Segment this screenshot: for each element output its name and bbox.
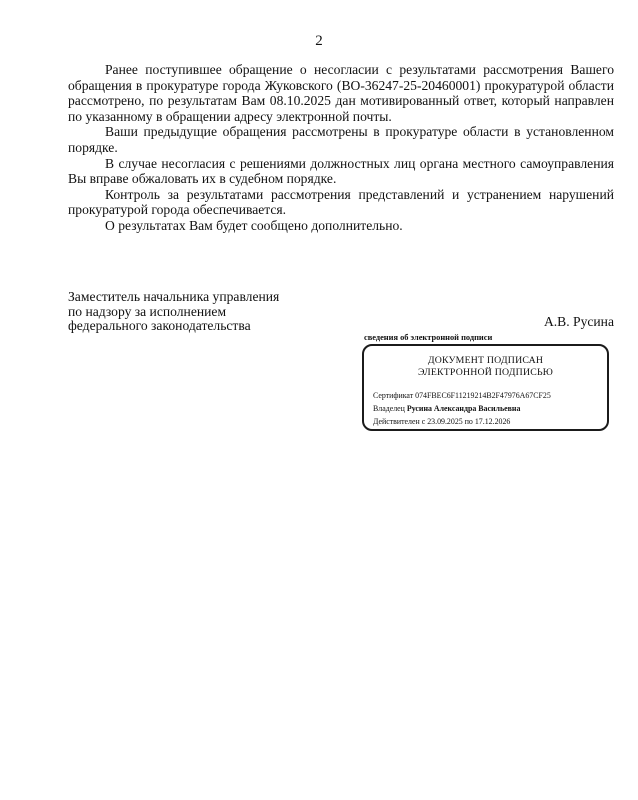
- letter-body: [68, 62, 614, 234]
- owner-label: Владелец: [373, 404, 405, 413]
- paragraph-previous-appeals: Ваши предыдущие обращения рассмотрены в прокуратуре области в установленном порядке.: [68, 124, 614, 155]
- signer-position-line: Заместитель начальника управления: [68, 289, 280, 304]
- validity-to-word: по: [464, 417, 473, 426]
- signer-position-line: федерального законодательства: [68, 318, 251, 333]
- stamp-title-line: ЭЛЕКТРОННОЙ ПОДПИСЬЮ: [417, 367, 554, 378]
- signer-position-line: по надзору за исполнением: [68, 303, 227, 319]
- certificate-value: 074FBEC6F11219214B2F47976A67CF25: [415, 391, 551, 400]
- stamp-title-line: ДОКУМЕНТ ПОДПИСАН: [427, 355, 544, 366]
- owner-value: Русина Александра Васильевна: [406, 404, 521, 413]
- signature-caption: сведения об электронной подписи: [364, 333, 493, 342]
- stamp-owner-row: [373, 404, 520, 414]
- page-number: 2: [315, 33, 323, 49]
- validity-from-word: с: [421, 417, 426, 426]
- electronic-signature-stamp: [362, 344, 609, 431]
- validity-from-date: 23.09.2025: [427, 417, 463, 426]
- certificate-label: Сертификат: [373, 391, 414, 400]
- paragraph-control: Контроль за результатами рассмотрения представлений и устранением нарушений прокуратурой города обеспечивается.: [68, 186, 614, 218]
- signer-name: А.В. Русина: [543, 314, 614, 329]
- validity-label: Действителен: [373, 417, 420, 426]
- stamp-certificate-row: [373, 391, 551, 401]
- paragraph-appeal-rights: В случае несогласия с решениями должностных лиц органа местного самоуправления Вы вправе обжаловать их в судебном порядке.: [68, 155, 614, 187]
- signer-position: [68, 290, 279, 334]
- paragraph-results-notice: О результатах Вам будет сообщено дополнительно.: [105, 217, 403, 233]
- validity-to-date: 17.12.2026: [474, 417, 511, 426]
- paragraph-appeal-status: Ранее поступившее обращение о несогласии с результатами рассмотрения Вашего обращения в прокуратуре города Жуковского (ВО-36247-25-20460001) прокуратурой области рассмотрено, по результатам Вам 08.10.2025 дан мотивированный ответ, который направлен по указанному в обращении адресу электронной почты.: [68, 62, 614, 124]
- stamp-validity-row: [373, 417, 510, 427]
